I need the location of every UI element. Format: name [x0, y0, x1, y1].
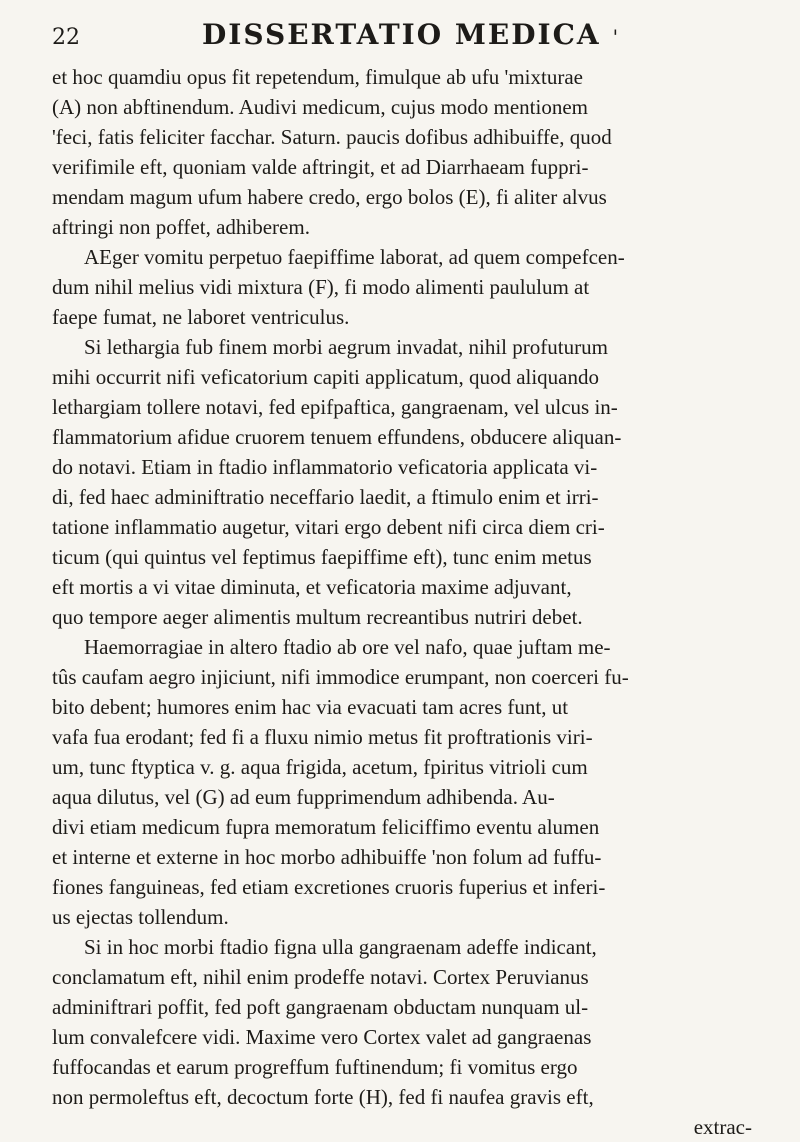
text-line: faepe fumat, ne laboret ventriculus. [52, 305, 350, 329]
text-line: divi etiam medicum fupra memoratum feliciffimo eventu alumen [52, 815, 600, 839]
running-head: DISSERTATIO MEDICA [202, 18, 601, 51]
paragraph-start-line: Si lethargia fub finem morbi aegrum invadat, nihil profuturum [84, 335, 608, 359]
page-header [52, 18, 752, 52]
page-number: 22 [52, 25, 80, 50]
text-line: vafa fua erodant; fed fi a fluxu nimio metus fit proftrationis viri- [52, 725, 593, 749]
text-line: verifimile eft, quoniam valde aftringit, et ad Diarrhaeam fuppri- [52, 155, 589, 179]
paragraph-start-line: AEger vomitu perpetuo faepiffime laborat, ad quem compefcen- [84, 245, 625, 269]
paragraph-start-line: Haemorragiae in altero ftadio ab ore vel nafo, quae juftam me- [84, 635, 611, 659]
text-line: lethargiam tollere notavi, fed epifpaftica, gangraenam, vel ulcus in- [52, 395, 618, 419]
text-line: (A) non abftinendum. Audivi medicum, cujus modo mentionem [52, 95, 589, 119]
text-line: tûs caufam aegro injiciunt, nifi immodice erumpant, non coerceri fu- [52, 665, 629, 689]
text-line: bito debent; humores enim hac via evacuati tam acres funt, ut [52, 695, 569, 719]
text-line: do notavi. Etiam in ftadio inflammatorio veficatoria applicata vi- [52, 455, 598, 479]
text-line: conclamatum eft, nihil enim prodeffe notavi. Cortex Peruvianus [52, 965, 589, 989]
text-line: ticum (qui quintus vel feptimus faepiffime eft), tunc enim metus [52, 545, 592, 569]
text-line: tatione inflammatio augetur, vitari ergo debent nifi circa diem cri- [52, 515, 605, 539]
paragraph-start-line: Si in hoc morbi ftadio figna ulla gangraenam adeffe indicant, [84, 935, 597, 959]
text-line: adminiftrari poffit, fed poft gangraenam obductam nunquam ul- [52, 995, 589, 1019]
text-line: aftringi non poffet, adhiberem. [52, 215, 310, 239]
text-line: dum nihil melius vidi mixtura (F), fi modo alimenti paululum at [52, 275, 590, 299]
text-line: mendam magum ufum habere credo, ergo bolos (E), fi aliter alvus [52, 185, 607, 209]
text-line: us ejectas tollendum. [52, 905, 229, 929]
catchword: extrac- [693, 1115, 752, 1139]
text-line: et interne et externe in hoc morbo adhibuiffe 'non folum ad fuffu- [52, 845, 602, 869]
text-line: quo tempore aeger alimentis multum recreantibus nutriri debet. [52, 605, 583, 629]
body-text [52, 62, 752, 1142]
text-line: non permoleftus eft, decoctum forte (H), fed fi naufea gravis eft, [52, 1085, 594, 1109]
header-mark: ' [612, 25, 619, 49]
text-line: fuffocandas et earum progreffum fuftinendum; fi vomitus ergo [52, 1055, 578, 1079]
text-line: eft mortis a vi vitae diminuta, et veficatoria maxime adjuvant, [52, 575, 572, 599]
text-line: 'feci, fatis feliciter facchar. Saturn. paucis dofibus adhibuiffe, quod [52, 125, 612, 149]
text-line: fiones fanguineas, fed etiam excretiones cruoris fuperius et inferi- [52, 875, 606, 899]
text-line: flammatorium afidue cruorem tenuem effundens, obducere aliquan- [52, 425, 622, 449]
text-line: et hoc quamdiu opus fit repetendum, fimulque ab ufu 'mixturae [52, 65, 583, 89]
text-line: di, fed haec adminiftratio neceffario laedit, a ftimulo enim et irri- [52, 485, 599, 509]
text-line: mihi occurrit nifi veficatorium capiti applicatum, quod aliquando [52, 365, 600, 389]
text-line: lum convalefcere vidi. Maxime vero Cortex valet ad gangraenas [52, 1025, 592, 1049]
text-line: aqua dilutus, vel (G) ad eum fupprimendum adhibenda. Au- [52, 785, 555, 809]
text-line: um, tunc ftyptica v. g. aqua frigida, acetum, fpiritus vitrioli cum [52, 755, 588, 779]
